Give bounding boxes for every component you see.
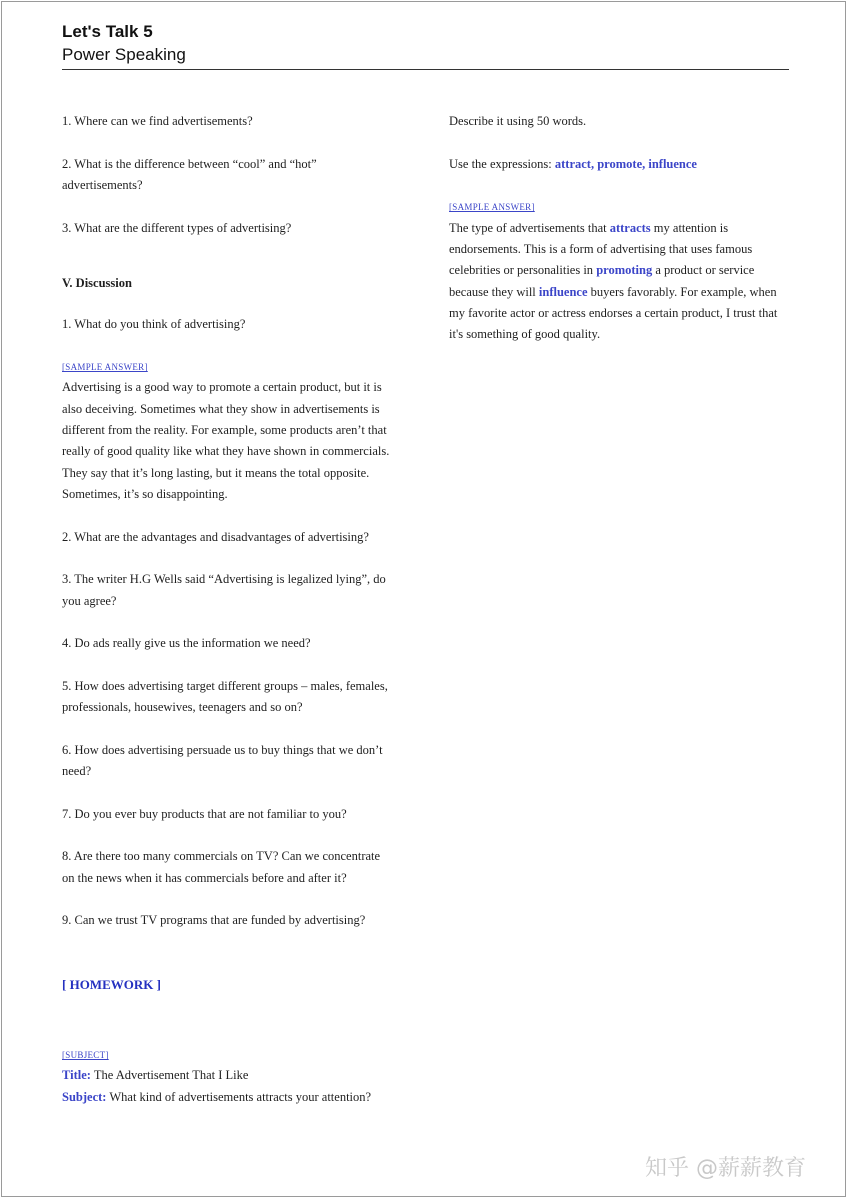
discussion-question-8: 8. Are there too many commercials on TV? Can we concentrate bbox=[62, 849, 381, 863]
subject-tag: [SUBJECT] bbox=[62, 1050, 109, 1060]
sample-answer-tag: [SAMPLE ANSWER] bbox=[449, 202, 535, 212]
answer-line bbox=[449, 218, 728, 239]
discussion-question-2: 2. What are the advantages and disadvantages of advertising? bbox=[62, 530, 369, 544]
expressions-prefix: Use the expressions: bbox=[449, 157, 555, 171]
answer-line bbox=[449, 282, 777, 303]
homework-heading: [ HOMEWORK ] bbox=[62, 977, 161, 992]
answer-line: endorsements. This is a form of advertising that uses famous bbox=[449, 242, 753, 256]
subject-label: Subject: bbox=[62, 1090, 107, 1104]
answer-text: a product or service bbox=[652, 263, 755, 277]
discussion-question-6: 6. How does advertising persuade us to buy things that we don’t bbox=[62, 743, 383, 757]
sample-answer-line: different from the reality. For example, some products aren’t that bbox=[62, 423, 387, 437]
watermark: 知乎 @薪薪教育 bbox=[645, 1156, 806, 1181]
answer-line bbox=[449, 260, 754, 281]
discussion-question-5: 5. How does advertising target different groups – males, females, bbox=[62, 679, 388, 693]
answer-text: buyers favorably. For example, when bbox=[587, 285, 777, 299]
expressions-line bbox=[449, 154, 697, 175]
sample-answer-line: really of good quality like what they have shown in commercials. bbox=[62, 444, 390, 458]
question-1: 1. Where can we find advertisements? bbox=[62, 114, 253, 128]
header-title: Let's Talk 5 bbox=[62, 22, 153, 41]
discussion-question-6-cont: need? bbox=[62, 764, 92, 778]
header-divider bbox=[62, 69, 789, 70]
discussion-question-5-cont: professionals, housewives, teenagers and so on? bbox=[62, 700, 303, 714]
question-3: 3. What are the different types of advertising? bbox=[62, 221, 292, 235]
describe-instruction: Describe it using 50 words. bbox=[449, 114, 587, 128]
expressions-list: attract, promote, influence bbox=[554, 157, 697, 171]
subject-value: What kind of advertisements attracts your attention? bbox=[106, 1090, 372, 1104]
discussion-question-1: 1. What do you think of advertising? bbox=[62, 317, 246, 331]
sample-answer-line: Sometimes, it’s so disappointing. bbox=[62, 487, 228, 501]
discussion-question-4: 4. Do ads really give us the information we need? bbox=[62, 636, 311, 650]
discussion-question-8-cont: on the news when it has commercials before and after it? bbox=[62, 871, 347, 885]
header-subtitle: Power Speaking bbox=[62, 45, 186, 64]
answer-text: because they will bbox=[449, 285, 539, 299]
sample-answer-line: They say that it’s long lasting, but it means the total opposite. bbox=[62, 466, 370, 480]
discussion-heading: V. Discussion bbox=[62, 276, 132, 290]
sample-answer-tag: [SAMPLE ANSWER] bbox=[62, 362, 148, 372]
answer-line: it's something of good quality. bbox=[449, 327, 601, 341]
answer-text: The type of advertisements that bbox=[449, 221, 610, 235]
answer-line: my favorite actor or actress endorses a certain product, I trust that bbox=[449, 306, 778, 320]
discussion-question-3: 3. The writer H.G Wells said “Advertising is legalized lying”, do bbox=[62, 572, 386, 586]
question-2-cont: advertisements? bbox=[62, 178, 143, 192]
keyword-influence: influence bbox=[538, 285, 588, 299]
discussion-question-7: 7. Do you ever buy products that are not familiar to you? bbox=[62, 807, 347, 821]
sample-answer-line: also deceiving. Sometimes what they show in advertisements is bbox=[62, 402, 380, 416]
discussion-question-3-cont: you agree? bbox=[62, 594, 117, 608]
title-value: The Advertisement That I Like bbox=[90, 1068, 249, 1082]
sample-answer-line: Advertising is a good way to promote a certain product, but it is bbox=[62, 380, 382, 394]
title-label: Title: bbox=[62, 1068, 91, 1082]
homework-subject bbox=[62, 1087, 371, 1108]
answer-text: my attention is bbox=[650, 221, 729, 235]
keyword-attracts: attracts bbox=[609, 221, 651, 235]
question-2: 2. What is the difference between “cool” and “hot” bbox=[62, 157, 317, 171]
homework-title bbox=[62, 1065, 248, 1086]
discussion-question-9: 9. Can we trust TV programs that are funded by advertising? bbox=[62, 913, 366, 927]
answer-text: celebrities or personalities in bbox=[449, 263, 597, 277]
keyword-promoting: promoting bbox=[596, 263, 653, 277]
